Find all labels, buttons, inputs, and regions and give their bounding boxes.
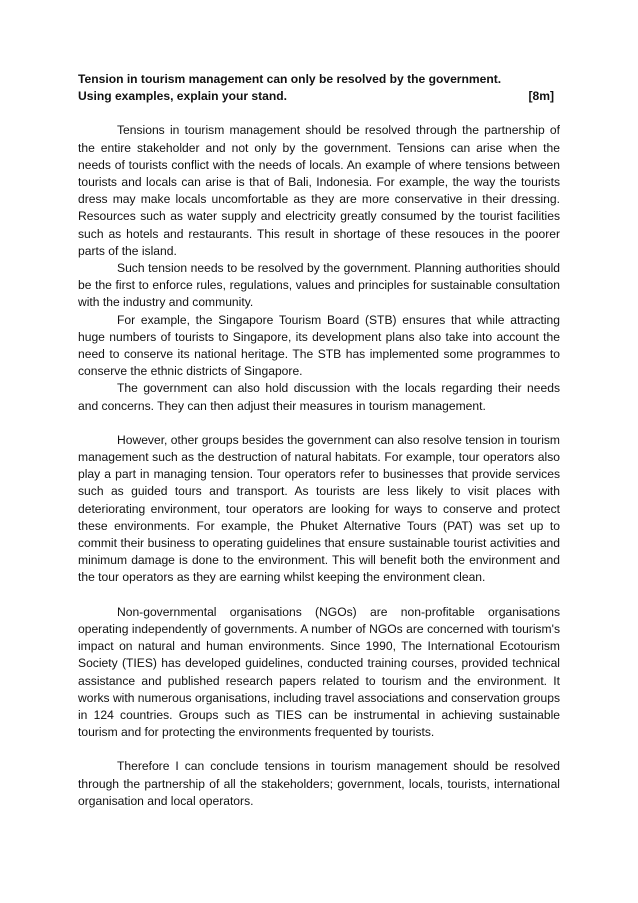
essay-paragraph-7: Therefore I can conclude tensions in tourism management should be resolved through the partnership of all the stakeholders; government, locals, tourists, international organisation and local operators. (78, 759, 560, 808)
marks-label: [8m] (528, 89, 554, 104)
essay-paragraph-1: Tensions in tourism management should be resolved through the partnership of the entire stakeholder and not only by the government. Tensions can arise when the needs of tourists conflict with the needs of locals. An example of where tensions between tourists and locals can arise is that of Bali, Indonesia. For example, the way the tourists dress may make locals uncomfortable as they are more conservative in their dressing. Resources such as water supply and electricity greatly consumed by the tourist facilities such as hotels and restaurants. This result in shortage of these resouces in the poorer parts of the island. (78, 123, 560, 258)
question-instruction: Using examples, explain your stand. (78, 89, 288, 104)
question-title: Tension in tourism management can only be resolved by the government. (78, 72, 502, 86)
essay-paragraph-6: Non-governmental organisations (NGOs) are non-profitable organisations operating independently of governments. A number of NGOs are concerned with tourism's impact on natural and human environments. Since 1990, The International Ecotourism Society (TIES) has developed guidelines, conducted training courses, provided technical assistance and published research papers related to tourism and the environment. It works with numerous organisations, including travel associations and conservation groups in 124 countries. Groups such as TIES can be instrumental in achieving sustainable tourism and for protecting the environments frequented by tourists. (78, 604, 560, 740)
essay-page (78, 71, 560, 810)
question-subtitle-row (78, 88, 560, 105)
essay-paragraph-5: However, other groups besides the government can also resolve tension in tourism management such as the destruction of natural habitats. For example, tour operators also play a part in managing tension. Tour operators refer to businesses that provide services such as guided tours and transport. As tourists are less likely to visit places with deteriorating environment, tour operators are looking for ways to conserve and protect these environments. For example, the Phuket Alternative Tours (PAT) was set up to commit their business to operating guidelines that ensure sustainable tourist activities and minimum damage is done to the environment. This will benefit both the environment and the tour operators as they are earning whilst keeping the environment clean. (78, 432, 561, 585)
essay-paragraph-3: For example, the Singapore Tourism Board (STB) ensures that while attracting huge numbers of tourists to Singapore, its development plans also take into account the need to conserve its national heritage. The STB has implemented some programmes to conserve the ethnic districts of Singapore. (78, 312, 560, 379)
essay-paragraph-2: Such tension needs to be resolved by the government. Planning authorities should be the first to enforce rules, regulations, values and principles for sustainable consultation with the industry and community. (78, 261, 560, 310)
essay-paragraph-4: The government can also hold discussion with the locals regarding their needs and concerns. They can then adjust their measures in tourism management. (78, 381, 560, 413)
